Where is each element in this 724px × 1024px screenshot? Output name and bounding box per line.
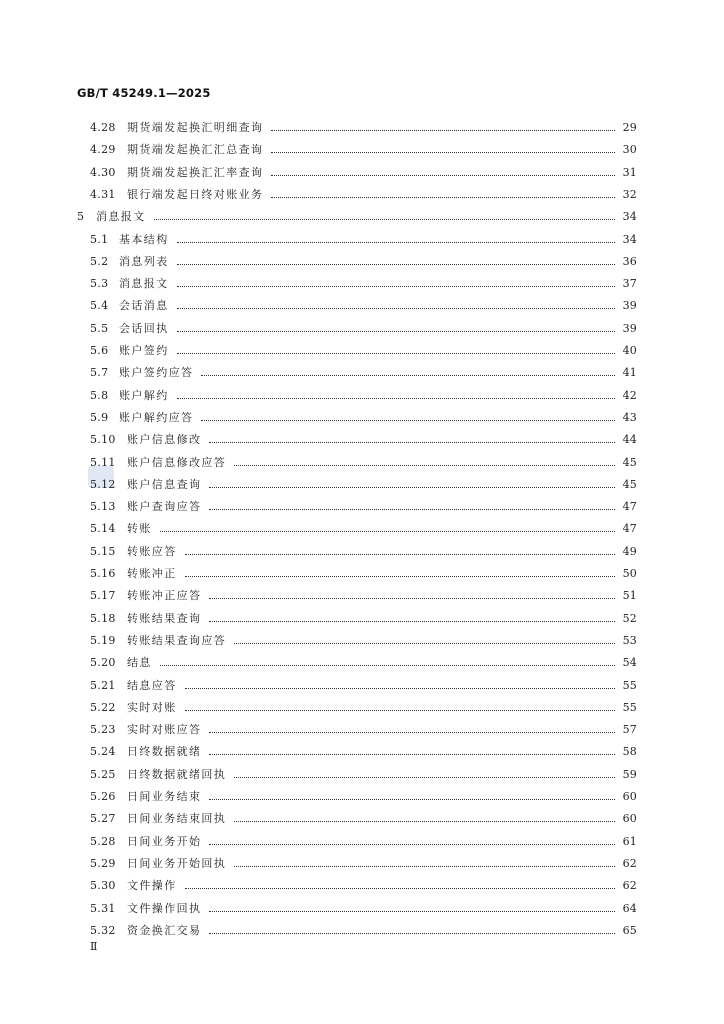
toc-entry[interactable] <box>90 477 637 493</box>
toc-entry-title: 账户解约应答 <box>119 411 194 424</box>
toc-entry[interactable] <box>90 722 637 738</box>
toc-entry-page: 43 <box>622 411 637 424</box>
toc-entry-page: 57 <box>622 723 637 736</box>
toc-entry-number: 5.30 <box>90 879 116 892</box>
toc-entry-page: 34 <box>622 233 637 246</box>
toc-leader-dots <box>209 731 615 733</box>
page-number-footer: Ⅱ <box>90 940 98 953</box>
toc-entry[interactable] <box>90 142 637 158</box>
toc-entry-page: 53 <box>622 634 637 647</box>
toc-entry[interactable] <box>90 789 637 805</box>
toc-entry-number: 5.24 <box>90 745 116 758</box>
toc-entry-page: 47 <box>622 500 637 513</box>
toc-entry[interactable] <box>77 209 637 225</box>
toc-leader-dots <box>271 129 615 131</box>
toc-entry-page: 45 <box>622 456 637 469</box>
toc-entry-title: 结息 <box>127 656 152 669</box>
toc-entry[interactable] <box>90 521 637 537</box>
toc-entry-number: 5.2 <box>90 255 109 268</box>
toc-entry-number: 5.25 <box>90 768 116 781</box>
toc-entry-number: 5.9 <box>90 411 109 424</box>
toc-entry-number: 5.27 <box>90 812 116 825</box>
toc-leader-dots <box>234 642 615 644</box>
toc-entry-page: 60 <box>622 812 637 825</box>
toc-entry[interactable] <box>90 834 637 850</box>
toc-entry-title: 期货端发起换汇汇总查询 <box>127 143 264 156</box>
toc-entry-number: 5.11 <box>90 456 116 469</box>
toc-entry-page: 58 <box>622 745 637 758</box>
toc-entry-number: 5 <box>77 210 85 223</box>
toc-entry-page: 60 <box>622 790 637 803</box>
toc-entry-title: 期货端发起换汇明细查询 <box>127 121 264 134</box>
toc-leader-dots <box>271 151 615 153</box>
toc-leader-dots <box>209 441 615 443</box>
toc-entry-page: 40 <box>622 344 637 357</box>
toc-entry-page: 52 <box>622 612 637 625</box>
toc-entry-page: 31 <box>622 166 637 179</box>
toc-entry-title: 结息应答 <box>127 679 177 692</box>
toc-leader-dots <box>201 374 615 376</box>
toc-entry-title: 文件操作 <box>127 879 177 892</box>
toc-entry-page: 37 <box>622 277 637 290</box>
toc-entry-page: 62 <box>622 857 637 870</box>
toc-entry-title: 资金换汇交易 <box>127 924 202 937</box>
toc-entry-title: 账户信息修改 <box>127 433 202 446</box>
toc-entry-title: 转账结果查询 <box>127 612 202 625</box>
toc-entry[interactable] <box>90 343 637 359</box>
toc-entry-title: 日间业务开始 <box>127 835 202 848</box>
toc-leader-dots <box>209 508 615 510</box>
toc-entry-title: 账户解约 <box>119 389 169 402</box>
toc-entry-page: 59 <box>622 768 637 781</box>
toc-entry-title: 账户信息修改应答 <box>127 456 227 469</box>
toc-leader-dots <box>185 709 615 711</box>
toc-entry-number: 5.14 <box>90 522 116 535</box>
toc-entry-title: 转账应答 <box>127 545 177 558</box>
toc-entry-title: 消息报文 <box>119 277 169 290</box>
toc-entry-number: 4.29 <box>90 143 116 156</box>
toc-entry-title: 账户查询应答 <box>127 500 202 513</box>
toc-entry-page: 62 <box>622 879 637 892</box>
toc-entry-page: 50 <box>622 567 637 580</box>
toc-leader-dots <box>209 753 615 755</box>
toc-entry-title: 会话回执 <box>119 322 169 335</box>
toc-leader-dots <box>177 352 615 354</box>
toc-entry-number: 5.32 <box>90 924 116 937</box>
toc-entry-page: 55 <box>622 701 637 714</box>
toc-entry-title: 会话消息 <box>119 299 169 312</box>
toc-entry-number: 5.19 <box>90 634 116 647</box>
toc-entry-number: 5.18 <box>90 612 116 625</box>
toc-entry-page: 47 <box>622 522 637 535</box>
toc-entry-title: 日间业务开始回执 <box>127 857 227 870</box>
toc-entry[interactable] <box>90 611 637 627</box>
toc-leader-dots <box>271 196 615 198</box>
toc-leader-dots <box>177 285 615 287</box>
toc-entry[interactable] <box>90 254 637 270</box>
toc-entry-number: 5.23 <box>90 723 116 736</box>
toc-entry-page: 41 <box>622 366 637 379</box>
toc-entry-number: 5.13 <box>90 500 116 513</box>
toc-entry-page: 32 <box>622 188 637 201</box>
toc-entry-page: 49 <box>622 545 637 558</box>
toc-entry-number: 5.17 <box>90 589 116 602</box>
toc-entry-title: 期货端发起换汇汇率查询 <box>127 166 264 179</box>
toc-entry[interactable] <box>90 923 637 939</box>
toc-entry[interactable] <box>90 410 637 426</box>
toc-leader-dots <box>209 843 615 845</box>
toc-entry[interactable] <box>90 232 637 248</box>
toc-leader-dots <box>234 464 615 466</box>
toc-leader-dots <box>185 553 615 555</box>
toc-entry-number: 5.1 <box>90 233 109 246</box>
toc-entry[interactable] <box>90 388 637 404</box>
toc-entry[interactable] <box>90 856 637 872</box>
toc-entry-number: 5.12 <box>90 478 116 491</box>
toc-entry-number: 4.30 <box>90 166 116 179</box>
toc-entry[interactable] <box>90 120 637 136</box>
toc-entry-page: 42 <box>622 389 637 402</box>
toc-entry-number: 5.22 <box>90 701 116 714</box>
toc-entry-number: 5.5 <box>90 322 109 335</box>
toc-entry-page: 61 <box>622 835 637 848</box>
toc-entry[interactable] <box>90 700 637 716</box>
toc-entry-page: 64 <box>622 902 637 915</box>
toc-leader-dots <box>177 241 615 243</box>
toc-entry-page: 36 <box>622 255 637 268</box>
toc-entry-number: 5.7 <box>90 366 109 379</box>
toc-entry-page: 29 <box>622 121 637 134</box>
toc-leader-dots <box>185 887 615 889</box>
toc-entry-title: 账户签约 <box>119 344 169 357</box>
toc-entry[interactable] <box>90 165 637 181</box>
toc-entry-title: 银行端发起日终对账业务 <box>127 188 264 201</box>
toc-leader-dots <box>185 687 615 689</box>
toc-leader-dots <box>209 597 615 599</box>
toc-leader-dots <box>209 798 615 800</box>
toc-entry[interactable] <box>90 365 637 381</box>
toc-entry[interactable] <box>90 499 637 515</box>
toc-entry[interactable] <box>90 655 637 671</box>
toc-entry[interactable] <box>90 298 637 314</box>
toc-entry[interactable] <box>90 744 637 760</box>
toc-entry-page: 39 <box>622 299 637 312</box>
toc-entry-page: 45 <box>622 478 637 491</box>
toc-leader-dots <box>160 664 615 666</box>
toc-entry-title: 实时对账 <box>127 701 177 714</box>
toc-entry[interactable] <box>90 187 637 203</box>
toc-entry-number: 5.28 <box>90 835 116 848</box>
toc-leader-dots <box>201 419 615 421</box>
toc-entry[interactable] <box>90 901 637 917</box>
toc-entry-page: 65 <box>622 924 637 937</box>
toc-entry-number: 4.28 <box>90 121 116 134</box>
toc-leader-dots <box>185 575 615 577</box>
toc-leader-dots <box>177 307 615 309</box>
toc-entry-number: 5.26 <box>90 790 116 803</box>
toc-entry[interactable] <box>90 678 637 694</box>
toc-entry[interactable] <box>90 878 637 894</box>
toc-leader-dots <box>154 218 615 220</box>
toc-entry-title: 账户信息查询 <box>127 478 202 491</box>
toc-entry-page: 44 <box>622 433 637 446</box>
toc-entry-page: 55 <box>622 679 637 692</box>
toc-entry-title: 日终数据就绪回执 <box>127 768 227 781</box>
toc-entry-number: 5.29 <box>90 857 116 870</box>
toc-leader-dots <box>234 776 615 778</box>
toc-entry-page: 39 <box>622 322 637 335</box>
toc-entry-title: 日终数据就绪 <box>127 745 202 758</box>
toc-leader-dots <box>209 620 615 622</box>
toc-leader-dots <box>177 397 615 399</box>
toc-entry-title: 日间业务结束 <box>127 790 202 803</box>
toc-entry-title: 转账 <box>127 522 152 535</box>
toc-entry-number: 5.31 <box>90 902 116 915</box>
toc-entry-number: 5.3 <box>90 277 109 290</box>
toc-entry-title: 转账冲正应答 <box>127 589 202 602</box>
toc-entry-number: 5.15 <box>90 545 116 558</box>
toc-entry-title: 文件操作回执 <box>127 902 202 915</box>
toc-entry-number: 5.20 <box>90 656 116 669</box>
toc-entry-page: 30 <box>622 143 637 156</box>
toc-entry-page: 34 <box>622 210 637 223</box>
toc-entry-number: 5.10 <box>90 433 116 446</box>
toc-entry-page: 51 <box>622 589 637 602</box>
toc-entry[interactable] <box>90 566 637 582</box>
toc-entry[interactable] <box>90 276 637 292</box>
toc-entry[interactable] <box>90 811 637 827</box>
toc-leader-dots <box>271 174 615 176</box>
toc-leader-dots <box>234 820 615 822</box>
toc-entry-number: 5.6 <box>90 344 109 357</box>
toc-entry-page: 54 <box>622 656 637 669</box>
toc-entry-number: 5.21 <box>90 679 116 692</box>
toc-leader-dots <box>209 932 615 934</box>
toc-leader-dots <box>177 263 615 265</box>
toc-leader-dots <box>209 910 615 912</box>
toc-entry[interactable] <box>90 432 637 448</box>
toc-entry[interactable] <box>90 633 637 649</box>
toc-entry[interactable] <box>90 544 637 560</box>
toc-entry-number: 5.4 <box>90 299 109 312</box>
toc-leader-dots <box>160 530 615 532</box>
standard-code-header: GB/T 45249.1—2025 <box>77 86 211 100</box>
toc-entry-title: 转账结果查询应答 <box>127 634 227 647</box>
toc-entry-number: 5.8 <box>90 389 109 402</box>
toc-entry[interactable] <box>90 588 637 604</box>
toc-entry-title: 基本结构 <box>119 233 169 246</box>
toc-entry-title: 转账冲正 <box>127 567 177 580</box>
toc-entry-title: 消息报文 <box>96 210 146 223</box>
toc-leader-dots <box>209 486 615 488</box>
toc-entry[interactable] <box>90 455 637 471</box>
toc-entry-title: 账户签约应答 <box>119 366 194 379</box>
toc-entry-title: 实时对账应答 <box>127 723 202 736</box>
toc-entry-number: 4.31 <box>90 188 116 201</box>
toc-entry[interactable] <box>90 767 637 783</box>
toc-leader-dots <box>234 865 615 867</box>
toc-entry[interactable] <box>90 321 637 337</box>
toc-entry-title: 日间业务结束回执 <box>127 812 227 825</box>
toc-leader-dots <box>177 330 615 332</box>
toc-entry-title: 消息列表 <box>119 255 169 268</box>
toc-entry-number: 5.16 <box>90 567 116 580</box>
